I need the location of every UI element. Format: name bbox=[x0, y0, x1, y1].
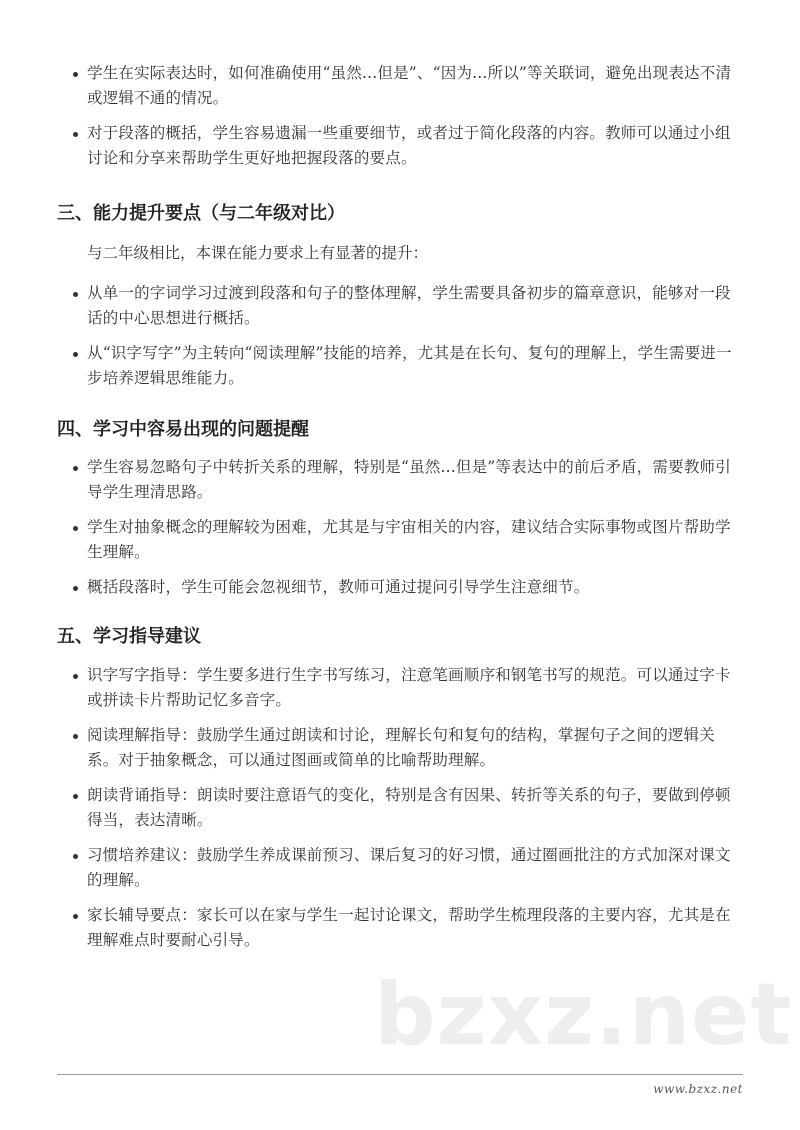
list-item: 学生对抽象概念的理解较为困难，尤其是与宇宙相关的内容，建议结合实际事物或图片帮助学生理解。 bbox=[57, 515, 743, 565]
bullet-icon bbox=[73, 526, 78, 531]
watermark: bzxz.net bbox=[374, 965, 793, 1065]
bullet-icon bbox=[73, 854, 78, 859]
bullet-icon bbox=[73, 292, 78, 297]
list-item: 对于段落的概括，学生容易遗漏一些重要细节，或者过于简化段落的内容。教师可以通过小组讨论和分享来帮助学生更好地把握段落的要点。 bbox=[57, 121, 743, 171]
footer-url: www.bzxz.net bbox=[653, 1082, 743, 1096]
bullet-icon bbox=[73, 352, 78, 357]
section-three-bullets bbox=[57, 281, 743, 401]
section-heading: 五、学习指导建议 bbox=[57, 626, 201, 647]
bullet-icon bbox=[73, 586, 78, 591]
footer-divider bbox=[57, 1074, 743, 1075]
section-four-bullets bbox=[57, 455, 743, 610]
list-item: 习惯培养建议：鼓励学生养成课前预习、课后复习的好习惯，通过圈画批注的方式加深对课文的理解。 bbox=[57, 843, 743, 893]
section-two-bullets bbox=[57, 61, 743, 181]
section-five-bullets bbox=[57, 663, 743, 963]
section-heading: 三、能力提升要点（与二年级对比） bbox=[57, 203, 345, 224]
list-item: 从“识字写字”为主转向“阅读理解”技能的培养，尤其是在长句、复句的理解上，学生需要进一步培养逻辑思维能力。 bbox=[57, 341, 743, 391]
bullet-icon bbox=[73, 72, 78, 77]
list-item: 识字写字指导：学生要多进行生字书写练习，注意笔画顺序和钢笔书写的规范。可以通过字卡或拼读卡片帮助记忆多音字。 bbox=[57, 663, 743, 713]
section-heading: 四、学习中容易出现的问题提醒 bbox=[57, 419, 309, 440]
list-item: 阅读理解指导：鼓励学生通过朗读和讨论，理解长句和复句的结构，掌握句子之间的逻辑关系。对于抽象概念，可以通过图画或简单的比喻帮助理解。 bbox=[57, 723, 743, 773]
list-item: 学生容易忽略句子中转折关系的理解，特别是“虽然...但是”等表达中的前后矛盾，需要教师引导学生理清思路。 bbox=[57, 455, 743, 505]
list-item: 家长辅导要点：家长可以在家与学生一起讨论课文，帮助学生梳理段落的主要内容，尤其是在理解难点时要耐心引导。 bbox=[57, 903, 743, 953]
bullet-icon bbox=[73, 794, 78, 799]
list-item: 学生在实际表达时，如何准确使用“虽然...但是”、“因为...所以”等关联词，避免出现表达不清或逻辑不通的情况。 bbox=[57, 61, 743, 111]
section-intro: 与二年级相比，本课在能力要求上有显著的提升： bbox=[87, 244, 429, 262]
list-item: 朗读背诵指导：朗读时要注意语气的变化，特别是含有因果、转折等关系的句子，要做到停顿得当，表达清晰。 bbox=[57, 783, 743, 833]
bullet-icon bbox=[73, 466, 78, 471]
list-item: 概括段落时，学生可能会忽视细节，教师可通过提问引导学生注意细节。 bbox=[57, 575, 743, 600]
bullet-icon bbox=[73, 674, 78, 679]
bullet-icon bbox=[73, 132, 78, 137]
list-item: 从单一的字词学习过渡到段落和句子的整体理解，学生需要具备初步的篇章意识，能够对一段话的中心思想进行概括。 bbox=[57, 281, 743, 331]
bullet-icon bbox=[73, 914, 78, 919]
bullet-icon bbox=[73, 734, 78, 739]
